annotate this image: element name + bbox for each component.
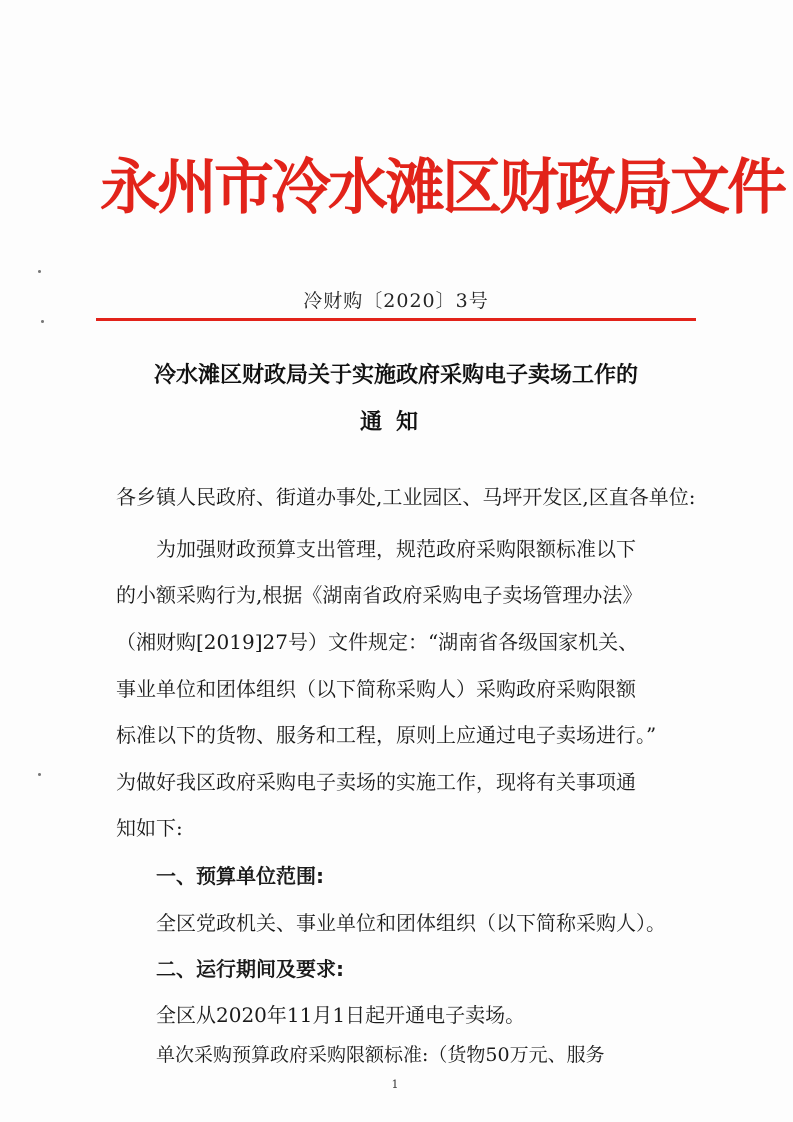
paragraph-line: 标准以下的货物、服务和工程，原则上应通过电子卖场进行。” — [116, 723, 657, 747]
paragraph-line: （湘财购[2019]27号）文件规定：“湖南省各级国家机关、 — [116, 630, 639, 654]
red-separator-line — [96, 318, 696, 321]
document-number: 冷财购〔2020〕3号 — [303, 290, 489, 312]
document-header-title: 永州市冷水滩区财政局文件 — [100, 153, 784, 223]
section-1-text: 全区党政机关、事业单位和团体组织（以下简称采购人）。 — [156, 911, 666, 935]
section-2-heading: 二、运行期间及要求: — [156, 957, 344, 981]
section-1-heading: 一、预算单位范围: — [156, 864, 324, 888]
section-2-text-2: 单次采购预算政府采购限额标准:（货物50万元、服务 — [156, 1044, 605, 1066]
scan-speck — [38, 773, 41, 776]
paragraph-line: 知如下: — [116, 816, 183, 840]
paragraph-line: 事业单位和团体组织（以下简称采购人）采购政府采购限额 — [116, 677, 636, 701]
notice-title-line-2: 通知 — [359, 409, 432, 435]
scan-speck — [38, 270, 41, 273]
section-2-text-1: 全区从2020年11月1日起开通电子卖场。 — [156, 1003, 526, 1027]
scan-speck — [41, 320, 44, 323]
paragraph-line: 的小额采购行为,根据《湖南省政府采购电子卖场管理办法》 — [116, 583, 643, 607]
notice-title-line-1: 冷水滩区财政局关于实施政府采购电子卖场工作的 — [153, 362, 638, 388]
paragraph-line: 为做好我区政府采购电子卖场的实施工作，现将有关事项通 — [116, 770, 636, 794]
paragraph-line: 为加强财政预算支出管理，规范政府采购限额标准以下 — [156, 537, 636, 561]
salutation: 各乡镇人民政府、街道办事处,工业园区、马坪开发区,区直各单位: — [116, 485, 696, 509]
page-number: 1 — [391, 1078, 399, 1091]
